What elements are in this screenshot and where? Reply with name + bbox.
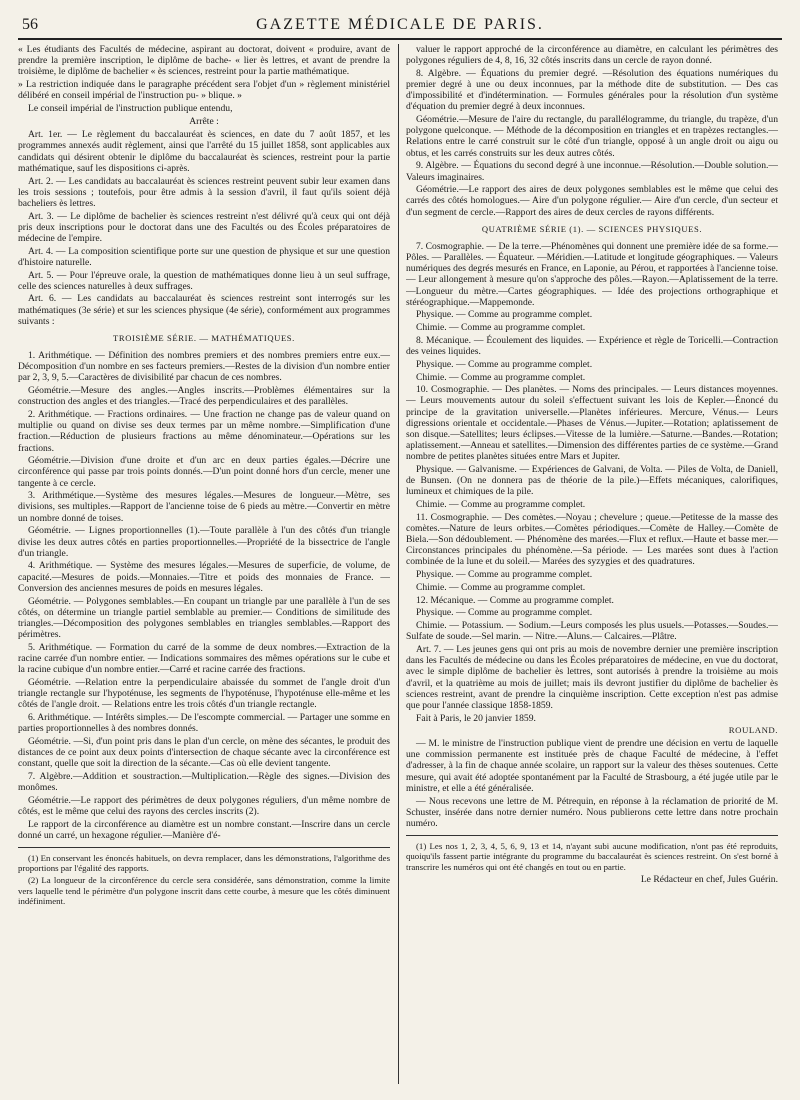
left-column xyxy=(18,44,390,1074)
program-item: Géométrie.—Le rapport des aires de deux polygones semblables est le même que celui des carrés des côtés homologues.— Aire d'un polygone régulier.— Aire d'un cercle, d'un secteur et d'un segment de cercle.—Rapport des aires de deux cercles de rayons différents. xyxy=(406,184,778,218)
program-list xyxy=(406,241,778,643)
footnote: (1) Les nos 1, 2, 3, 4, 5, 6, 9, 13 et 14, n'ayant subi aucune modification, n'ont pas été reproduits, quoiqu'ils fassent partie intégrante du programme du baccalauréat ès sciences restreint. On s'est borné à transcrire les numéros qui ont été changés en tout ou en partie. xyxy=(406,840,778,872)
program-item: 4. Arithmétique. — Système des mesures légales.—Mesures de superficie, de volume, de capacité.—Mesures de poids.—Monnaies.—Titre et poids des monnaies de France. — Conversion des anciennes mesures de poids en mesures légales. xyxy=(18,560,390,594)
program-item: Chimie. — Comme au programme complet. xyxy=(416,581,586,593)
article-5: Art. 5. — Pour l'épreuve orale, la question de mathématiques donne lieu à un seul suffrage, celle des sciences naturelles à deux suffrages. xyxy=(18,269,390,292)
program-item: Géométrie.—Division d'une droite et d'un arc en deux parties égales.—Décrire une circonférence qui passe par trois points donnés.—D'un point donné hors d'un cercle, mener une tangente à ce cercle. xyxy=(18,455,390,489)
program-item: Physique. — Comme au programme complet. xyxy=(416,358,593,370)
program-item: 11. Cosmographie. — Des comètes.—Noyau ; chevelure ; queue.—Petitesse de la masse des comètes.—Nature de leurs orbites.—Comètes périodiques.—Comète de Halley.—Comète de Biela.—Son dédoublement. — Phénomène des marées.—Flux et reflux.—Haute et basse mer.—Circonstances principales du phénomène.—Sa période. — Les marées sont dues à l'action combinée de la lune et du soleil.— Marées des syzygies et des quadratures. xyxy=(406,511,778,568)
program-item: 5. Arithmétique. — Formation du carré de la somme de deux nombres.—Extraction de la racine carrée d'un nombre entier. — Indications sommaires des mêmes opérations sur le cube et la racine cubique d'un nombre entier.—Carré et racine carrée des fractions. xyxy=(18,641,390,676)
footnote-rule xyxy=(18,847,390,848)
journal-title: GAZETTE MÉDICALE DE PARIS. xyxy=(256,16,544,33)
program-list xyxy=(406,44,778,218)
signature: ROULAND. xyxy=(728,725,778,736)
paragraph: « Les étudiants des Facultés de médecine, aspirant au doctorat, doivent « produire, avant de prendre la première inscription, le diplôme de bache- « lier ès lettres, et avant de prendre la troisième, le diplôme de bachelier « ès sciences, restreint pour la partie mathématique. xyxy=(18,44,390,78)
article-7: Art. 7. — Les jeunes gens qui ont pris au mois de novembre dernier une première inscription dans les Facultés de médecine ou dans les Écoles préparatoires de médecine, en vue du doctorat, avec le simple diplôme de bachelier ès lettres, sont autorisés à prendre la troisième au mois d'avril, et la quatrième au mois de juillet; mais ils devront justifier du diplôme de bachelier ès sciences restreint, avant de prendre la cinquième inscription. Cette exception n'est pas admise que pour l'année classique 1858-1859. xyxy=(406,644,778,711)
program-item: Chimie. — Potassium. — Sodium.—Leurs composés les plus usuels.—Potasses.—Soudes.—Sulfate de soude.—Sel marin. — Nitre.—Aluns.— Calcaires.—Plâtre. xyxy=(406,620,778,643)
article-1: Art. 1er. — Le règlement du baccalauréat ès sciences, en date du 7 août 1857, et les programmes annexés audit règlement, ainsi que l'arrêté du 15 juillet 1858, sont applicables aux candidats qui désirent obtenir le diplôme du baccalauréat ès sciences, restreint pour la partie mathématique, sauf les dispositions ci-après. xyxy=(18,129,390,174)
date-line: Fait à Paris, le 20 janvier 1859. xyxy=(416,712,536,724)
program-item: 10. Cosmographie. — Des planètes. — Noms des principales. — Leurs distances moyennes.— Leurs mouvements autour du soleil s'effectuent suivant les lois de Kepler.—Énoncé du principe de la gravitation universelle.—Planètes inférieures. Mercure, Vénus.— Leurs digressions orientale et occidentale.—Phases de Vénus.—Jupiter.—Rotation; aplatissement de son disque.—Satellites; leurs éclipses.—Vitesse de la lumière.—Saturne.—Bandes.—Rotation; aplatissement.—Anneau et satellites.—Dimension des différentes parties de ce système.—Grand nombre de petites planètes situées entre Mars et Jupiter. xyxy=(406,384,778,463)
page-number: 56 xyxy=(22,16,38,33)
editor-signature: Le Rédacteur en chef, Jules Guérin. xyxy=(640,873,778,885)
program-item: valuer le rapport approché de la circonférence au diamètre, en calculant les périmètres des polygones réguliers de 4, 8, 16, 32 côtés inscrits dans un cercle de rayon donné. xyxy=(406,44,778,67)
program-item: Géométrie. —Si, d'un point pris dans le plan d'un cercle, on mène des sécantes, le produit des distances de ce point aux deux points d'intersection de chaque sécante avec la circonférence est constant, quelle que soit la direction de la sécante.—Cas où elle devient tangente. xyxy=(18,735,390,770)
program-item: 7. Cosmographie. — De la terre.—Phénomènes qui donnent une première idée de sa forme.—Pôles. — Parallèles. — Équateur. —Méridien.—Latitude et longitude géographiques. — Valeurs numériques des degrés mesurés en France, en Laponie, au Pérou, et rapportées à l'ancienne toise. — Leur allongement à mesure qu'on s'approche des pôles.—Rayon.—Aplatissement de la terre.—Longueur du mètre.—Cartes géographiques. — Idée des projections orthographique et stéréographique.—Mappemonde. xyxy=(406,240,778,308)
news-item: — Nous recevons une lettre de M. Pétrequin, en réponse à la réclamation de priorité de M. Schuster, insérée dans notre dernier numéro. Nous publierons cette lettre dans notre prochain numéro. xyxy=(406,795,778,829)
program-item: 9. Algèbre. — Équations du second degré à une inconnue.—Résolution.—Double solution.—Valeurs imaginaires. xyxy=(406,160,778,183)
program-item: Physique. — Comme au programme complet. xyxy=(416,607,593,619)
footnote: (1) En conservant les énoncés habituels, on devra remplacer, dans les démonstrations, l'algorithme des proportions par l'égalité des rapports. xyxy=(18,852,390,874)
program-item: 1. Arithmétique. — Définition des nombres premiers et des nombres premiers entre eux.—Décomposition d'un nombre en ses facteurs premiers.—Restes de la division d'un nombre entier par 2, 3, 9, 5.—Caractères de divisibilité par chacun de ces nombres. xyxy=(18,350,390,384)
program-item: 8. Algèbre. — Équations du premier degré. —Résolution des équations numériques du premier degré à une ou deux inconnues, par la méthode dite de substitution. — Des cas d'impossibilité et d'indétermination. — Formules générales pour la résolution d'un système d'équation du premier degré à deux inconnues. xyxy=(406,67,778,113)
article-6: Art. 6. — Les candidats au baccalauréat ès sciences restreint sont interrogés sur les mathématiques (3e série) et sur les sciences physique (4e série), conformément aux programmes suivants : xyxy=(18,293,390,327)
column-divider xyxy=(398,44,399,1084)
arrete-heading: Arrête : xyxy=(189,116,219,128)
right-column xyxy=(406,44,778,1074)
program-item: 3. Arithmétique.—Système des mesures légales.—Mesures de longueur.—Mètre, ses divisions, ses multiples.—Rapport de l'ancienne toise de 6 pieds au mètre.—Convertir en mètre un nombre donné de toises. xyxy=(18,490,390,524)
program-item: Géométrie. — Lignes proportionnelles (1).—Toute parallèle à l'un des côtés d'un triangle divise les deux autres côtés en parties proportionnelles.—Propriété de la bissectrice de l'angle d'un triangle. xyxy=(18,525,390,559)
program-item: Chimie. — Comme au programme complet. xyxy=(416,322,586,334)
program-item: Géométrie. — Polygones semblables.—En coupant un triangle par une parallèle à l'un de ses côtés, on détermine un triangle partiel semblable au premier.— Conditions de similitude des triangles.—Décomposition des polygones semblables en triangles semblables.—Rapport des périmètres. xyxy=(18,595,390,640)
footnote-rule xyxy=(406,835,778,836)
program-item: 6. Arithmétique. — Intérêts simples.— De l'escompte commercial. — Partager une somme en parties proportionnelles à des nombres donnés. xyxy=(18,711,390,734)
section-heading: QUATRIÈME SÉRIE (1). — SCIENCES PHYSIQUES. xyxy=(481,223,703,234)
program-item: Géométrie.—Mesure des angles.—Angles inscrits.—Problèmes élémentaires sur la construction des angles et des triangles.—Tracé des perpendiculaires et des parallèles. xyxy=(18,385,390,408)
program-item: Physique. — Comme au programme complet. xyxy=(416,569,593,581)
program-item: 8. Mécanique. — Écoulement des liquides. — Expérience et règle de Toricelli.—Contraction des veines liquides. xyxy=(406,334,778,358)
program-item: 7. Algèbre.—Addition et soustraction.—Multiplication.—Règle des signes.—Division des monômes. xyxy=(18,770,390,793)
program-item: Physique. — Comme au programme complet. xyxy=(416,309,593,321)
news-item: — M. le ministre de l'instruction publique vient de prendre une décision en vertu de laquelle une commission permanente est instituée près de chaque Faculté de médecine, à l'effet d'adresser, à la fin de chaque année scolaire, un rapport sur la valeur des thèses soutenues. Cette mesure, qui avait été adoptée spontanément par la Faculté de Strasbourg, a été jugée utile par le ministre, et elle a été généralisée. xyxy=(406,738,778,794)
program-item: Géométrie.—Mesure de l'aire du rectangle, du parallélogramme, du triangle, du trapèze, d'un polygone quelconque. — Méthode de la décomposition en triangles et en trapèzes rectangles.—Relations entre le carré construit sur le côté d'un triangle, opposé à un angle droit ou aigu ou obtus, et les carrés construits sur les deux autres côtés. xyxy=(406,114,778,159)
program-item: Physique. — Galvanisme. — Expériences de Galvani, de Volta. — Piles de Volta, de Daniell, de Bunsen. (On ne donnera pas de théorie de la pile.)—Effets mécaniques, calorifiques, lumineux et chimiques de la pile. xyxy=(406,464,778,498)
program-list xyxy=(18,350,390,841)
program-item: 12. Mécanique. — Comme au programme complet. xyxy=(416,594,614,606)
footnote: (2) La longueur de la circonférence du cercle sera considérée, sans démonstration, comme la limite vers laquelle tend le périmètre d'un polygone inscrit dans cette courbe, à mesure que les côtés diminuent indéfiniment. xyxy=(18,875,390,907)
program-item: Géométrie.—Le rapport des périmètres de deux polygones réguliers, d'un même nombre de côtés, est le même que celui des rayons des cercles inscrits (2). xyxy=(18,794,390,817)
article-4: Art. 4. — La composition scientifique porte sur une question de physique et sur une question d'histoire naturelle. xyxy=(18,245,390,268)
footnotes xyxy=(18,853,390,907)
paragraph: » La restriction indiquée dans le paragraphe précédent sera l'objet d'un » règlement ministériel délibéré en conseil impérial de l'instruction pu- » blique. » xyxy=(18,79,390,102)
paragraph: Le conseil impérial de l'instruction publique entendu, xyxy=(28,102,233,114)
section-heading: TROISIÈME SÉRIE. — MATHÉMATIQUES. xyxy=(113,332,295,343)
program-item: Le rapport de la circonférence au diamètre est un nombre constant.—Inscrire dans un cercle donné un carré, un hexagone régulier.—Manière d'é- xyxy=(18,818,390,841)
program-item: Géométrie. —Relation entre la perpendiculaire abaissée du sommet de l'angle droit d'un triangle rectangle sur l'hypoténuse, les segments de l'hypoténuse, l'hypoténuse elle-même et les côtés de l'angle droit. — Relations entre les trois côtés d'un triangle rectangle. xyxy=(18,676,390,711)
program-item: Chimie. — Comme au programme complet. xyxy=(416,499,586,511)
program-item: Chimie. — Comme au programme complet. xyxy=(416,371,586,383)
program-item: 2. Arithmétique. — Fractions ordinaires. — Une fraction ne change pas de valeur quand on multiplie ou quand on divise ses deux termes par un même nombre.—Simplification d'une fraction.—Réduction de plusieurs fractions au même dénominateur.—Opérations sur les fractions. xyxy=(18,409,390,454)
article-2: Art. 2. — Les candidats au baccalauréat ès sciences restreint peuvent subir leur examen dans les trois sessions ; toutefois, pour être admis à la session d'avril, il faut qu'ils soient déjà bacheliers ès lettres. xyxy=(18,175,390,209)
page-header xyxy=(18,14,782,40)
article-3: Art. 3. — Le diplôme de bachelier ès sciences restreint n'est délivré qu'à ceux qui ont déjà pris deux inscriptions pour le doctorat dans une des Facultés ou des Écoles préparatoires de médecine de l'empire. xyxy=(18,210,390,244)
